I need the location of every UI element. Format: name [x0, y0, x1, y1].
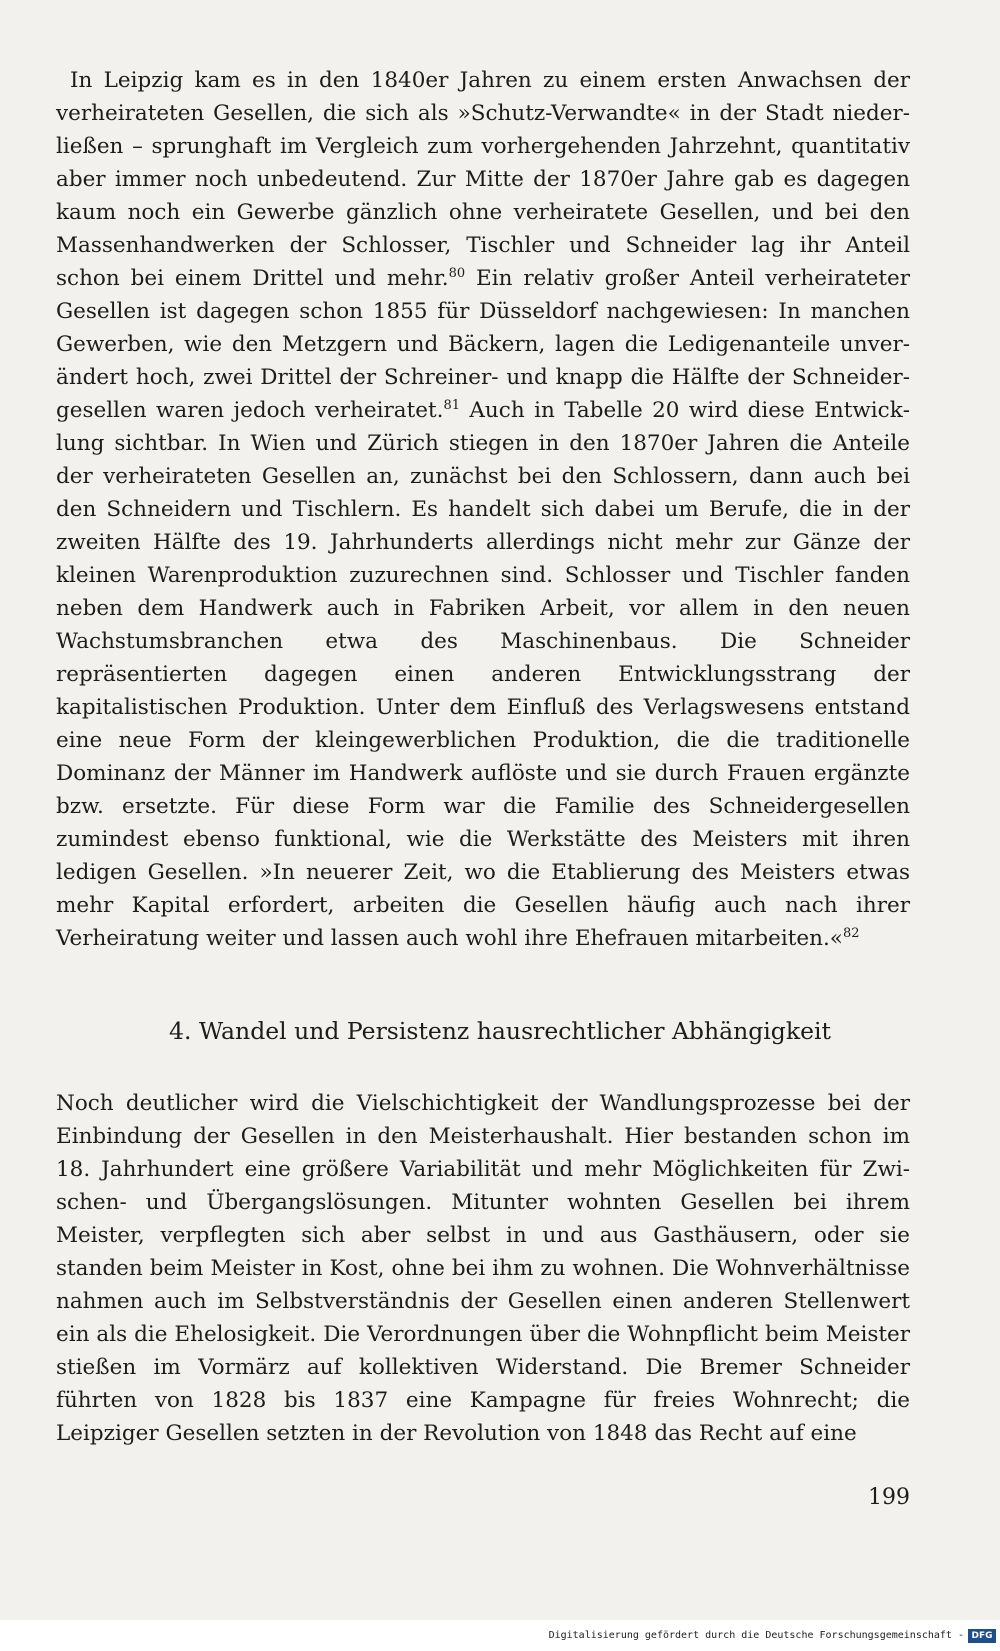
footnote-ref-81: 81: [443, 398, 460, 413]
footnote-ref-80: 80: [448, 266, 466, 281]
dfg-logo-icon: DFG: [968, 1629, 996, 1643]
section-heading: 4. Wandel und Persistenz hausrechtlicher Abhängigkeit: [169, 1017, 831, 1045]
paragraph-2: Noch deutlicher wird die Vielschichtigkeit der Wandlungsprozesse bei der Einbindung der Gesellen in den Meisterhaushalt. Hier bestanden schon im 18. Jahrhundert eine größere Variabilität und mehr Möglichkeiten für Zwischen- und Übergangslösungen. Mitunter wohnten Gesellen bei ihrem Meister, verpflegten sich aber selbst in und aus Gasthäusern, oder sie standen beim Meister in Kost, ohne bei ihm zu wohnen. Die Wohnverhältnisse nahmen auch im Selbstverständnis der Gesellen einen anderen Stellenwert ein als die Ehelosigkeit. Die Verordnungen über die Wohnpflicht beim Meister stießen im Vormärz auf kollektiven Widerstand. Die Bremer Schneider führten von 1828 bis 1837 eine Kampagne für freies Wohnrecht; die Leipziger Gesellen setzten in der Revolution von 1848 das Recht auf eine: [56, 1091, 910, 1446]
page-number: 199: [868, 1485, 910, 1510]
paragraph-1-text-c: Auch in Tabelle 20 wird diese Entwicklung sichtbar. In Wien und Zürich stiegen in den 1870er Jahren die Anteile der verheirateten Gesellen an, zunächst bei den Schlossern, dann auch bei den Schneidern und Tischlern. Es handelt sich dabei um Berufe, die in der zweiten Hälfte des 19. Jahrhunderts allerdings nicht mehr zur Gänze der kleinen Warenproduktion zuzurechnen sind. Schlosser und Tischler fanden neben dem Handwerk auch in Fabriken Arbeit, vor allem in den neuen Wachstumsbranchen etwa des Maschinenbaus. Die Schneider repräsentierten dagegen einen anderen Entwicklungsstrang der kapitalistischen Produktion. Unter dem Einfluß des Verlagswesens entstand eine neue Form der kleingewerblichen Produktion, die die traditionelle Dominanz der Männer im Handwerk auflöste und sie durch Frauen ergänzte bzw. ersetzte. Für diese Form war die Familie des Schneidergesellen zumindest ebenso funktional, wie die Werkstätte des Meisters mit ihren ledigen Gesellen. »In neuerer Zeit, wo die Etablierung des Meisters etwas mehr Kapital erfordert, arbeiten die Gesellen häufig auch nach ihrer Verheiratung weiter und lassen auch wohl ihre Ehefrauen mitarbeiten.«: [56, 398, 910, 951]
footer-credit: Digitalisierung gefördert durch die Deutsche Forschungsgemeinschaft -: [548, 1630, 964, 1641]
footer-bar: [0, 1620, 1000, 1651]
footnote-ref-82: 82: [842, 926, 860, 941]
paragraph-1-text-b: Ein relativ großer Anteil verheirateter Gesellen ist dagegen schon 1855 für Düsseldorf nachgewiesen: In manchen Gewerben, wie den Metzgern und Bäckern, lagen die Ledigenanteile unverändert hoch, zwei Drittel der Schreiner- und knapp die Hälfte der Schneidergesellen waren jedoch verheiratet.: [56, 266, 910, 423]
paragraph-1: [56, 64, 910, 955]
paragraph-1-text-a: In Leipzig kam es in den 1840er Jahren zu einem ersten Anwachsen der verheirateten Gesellen, die sich als »Schutz-Verwandte« in der Stadt niederließen – sprunghaft im Vergleich zum vorhergehenden Jahrzehnt, quantitativ aber immer noch unbedeutend. Zur Mitte der 1870er Jahre gab es dagegen kaum noch ein Gewerbe gänzlich ohne verheiratete Gesellen, und bei den Massenhandwerken der Schlosser, Tischler und Schneider lag ihr Anteil schon bei einem Drittel und mehr.: [56, 68, 910, 291]
